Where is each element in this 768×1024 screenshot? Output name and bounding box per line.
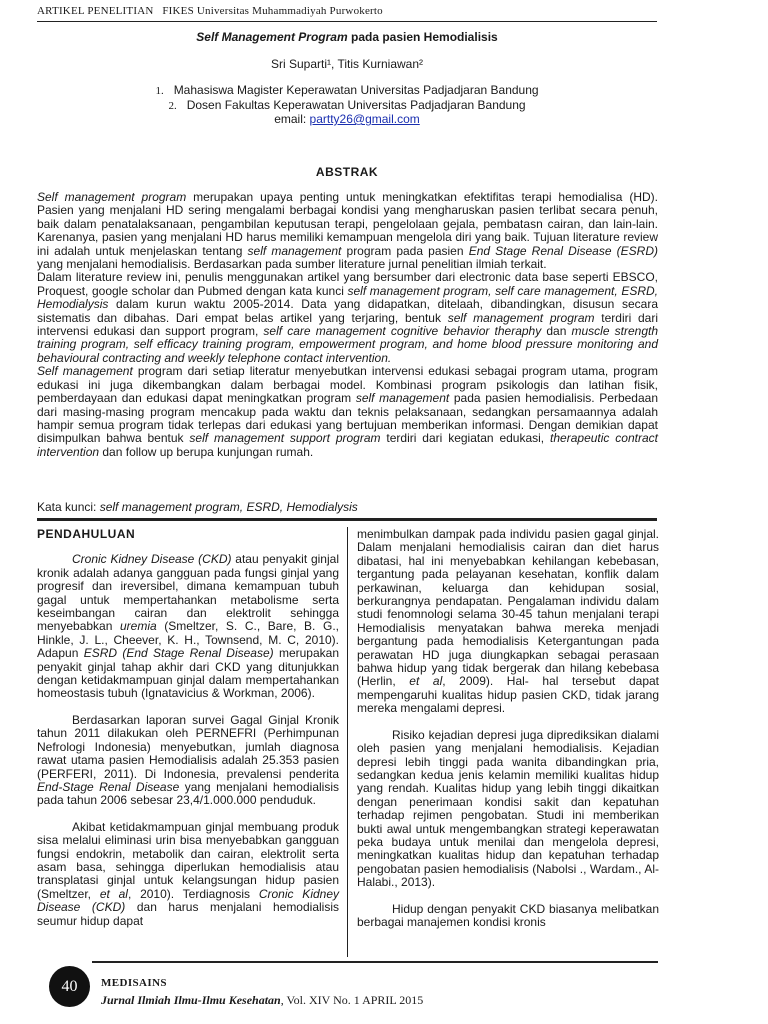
- affiliation-text: Mahasiswa Magister Keperawatan Universitas Padjadjaran Bandung: [173, 83, 539, 97]
- journal-subtitle: [101, 993, 423, 1008]
- italic-term: self management program, self care management, ESRD, Hemodialysis: [37, 283, 658, 312]
- italic-term: therapeutic contract intervention: [37, 431, 658, 459]
- intro-paragraph-1: [37, 553, 339, 700]
- text-run: program pada pasien: [341, 243, 469, 258]
- italic-term: End-Stage Renal Disease: [37, 779, 180, 794]
- intro-paragraph-4: [357, 528, 659, 716]
- text-run: Berdasarkan laporan survei Gagal Ginjal Kronik tahun 2011 dilakukan oleh PERNEFRI (Perhimpunan Nefrologi Indonesia) menyebutkan, jumlah diagnosa rawat utama pasien Hemodialisis adalah 25.353 pasien (PERFERI, 2011). Di Indonesia, prevalensi penderita: [37, 712, 339, 781]
- italic-term: muscle strength training program, self efficacy training program, empowerment program, and home blood pressure monitoring and behavioural contracting and weekly telephone contact intervention.: [37, 324, 658, 365]
- email-line: [37, 113, 657, 127]
- abstract-body: [37, 191, 658, 459]
- article-title: [37, 30, 657, 44]
- email-label: email:: [274, 112, 310, 126]
- text-run: menimbulkan dampak pada individu pasien gagal ginjal. Dalam menjalani hemodialisis cairan dan diet harus dibatasi, hal ini menyebabkan kehilangan kebebasan, tergantung pada pelayanan kesehatan, konflik dalam perkawinan, keluarga dan kehidupan sosial, berkurangnya pendapatan. Pengalaman individu dalam studi fenomnologi selama 30-45 tahun menjalani terapi Hemodialisis menyatakan bahwa mereka menjadi bergantung pada hemodialisis Ketergantungan pada perawatan HD juga diungkapkan sebagai perasaan bahwa hidup yang tidak bergerak dan hilang kebebasa (Herlin,: [357, 527, 659, 689]
- journal-volume: , Vol. XIV No. 1 APRIL 2015: [280, 993, 424, 1007]
- text-run: , 2010). Terdiagnosis: [127, 886, 259, 901]
- text-run: Hidup dengan penyakit CKD biasanya melibatkan berbagai manajemen kondisi kronis: [357, 901, 659, 929]
- text-run: Akibat ketidakmampuan ginjal membuang produk sisa melalui eliminasi urin bisa menyebabkan gangguan fungsi endokrin, metabolik dan cairan, elektrolit serta asam basa, sehingga diperlukan hemodialisis atau transplatasi ginjal untuk kelangsungan hidup pasien (Smeltzer,: [37, 819, 339, 901]
- keywords-label: Kata kunci:: [37, 500, 100, 514]
- running-header-left: ARTIKEL PENELITIAN: [37, 5, 154, 17]
- italic-term: End Stage Renal Disease (ESRD): [468, 243, 658, 258]
- affiliations: [37, 84, 657, 127]
- italic-term: self management program: [447, 310, 595, 325]
- intro-paragraph-6: [357, 903, 659, 930]
- text-run: yang menjalani hemodialisis pada tahun 2006 sebesar 23,4/1.000.000 penduduk.: [37, 779, 339, 808]
- keywords-line: [37, 500, 358, 514]
- email-link[interactable]: partty26@gmail.com: [309, 112, 420, 126]
- affiliation-2: [37, 99, 657, 114]
- column-divider: [347, 527, 348, 957]
- section-heading-pendahuluan: PENDAHULUAN: [37, 527, 136, 541]
- intro-paragraph-3: [37, 821, 339, 928]
- italic-term: et al: [99, 886, 128, 901]
- journal-subtitle-bold: Jurnal Ilmiah Ilmu-Ilmu Kesehatan: [101, 993, 281, 1007]
- abstract-paragraph-2: [37, 271, 658, 365]
- italic-term: Cronic Kidney Disease (CKD): [72, 552, 232, 567]
- italic-term: ESRD (End Stage Renal Disease): [83, 646, 274, 661]
- abstract-heading: ABSTRAK: [315, 165, 379, 179]
- text-run: merupakan penyakit ginjal tahap akhir dari CKD yang ditunjukkan dengan ketidakmampuan ginjal dalam mempertahankan homeostasis tubuh (Ignatavicius & Workman, 2006).: [37, 646, 339, 701]
- running-header: [37, 5, 383, 17]
- text-run: yang menjalani hemodialisis. Berdasarkan pada sumber literature jurnal penelitian ilmiah terkait.: [37, 257, 547, 272]
- keywords-value: self management program, ESRD, Hemodialysis: [99, 500, 358, 514]
- text-run: dan: [541, 324, 572, 339]
- affiliation-text: Dosen Fakultas Keperawatan Universitas Padjadjaran Bandung: [186, 97, 526, 112]
- italic-term: Self management: [37, 364, 133, 379]
- page-number-badge: 40: [49, 966, 90, 1007]
- italic-term: Self management program: [37, 190, 187, 204]
- article-title-italic: Self Management Program: [196, 30, 348, 44]
- italic-term: self management: [247, 243, 342, 258]
- text-run: pada pasien hemodialisis. Perbedaan dari masing-masing program mencakup pada waktu dan teknis pelaksanaan, sedangkan persamaannya adalah hampir semua program tidak terlepas dari edukasi yang bertujuan memberikan informasi. Dengan demikian dapat disimpulkan bahwa bentuk: [37, 391, 658, 446]
- left-column: [37, 528, 339, 941]
- text-run: merupakan upaya penting untuk meningkatkan efektifitas terapi hemodialisa (HD). Pasien yang menjalani HD sering mengalami berbagai kondisi yang mengharuskan pasien terlibat secara penuh, baik dalam penatalaksanaan, pengambilan keputusan terapi, pengelolaan gejala, pembatasn cairan, dan lain-lain. Karenanya, pasien yang menjalani HD harus memiliki kemampuan mengelola diri yang baik. Tujuan literature review ini adalah untuk menjelaskan tentang: [37, 190, 659, 258]
- journal-name: MEDISAINS: [101, 977, 167, 989]
- text-run: , 2009). Hal- hal tersebut dapat mempengaruhi kualitas hidup pasien CKD, tidak jarang mereka mengalami depresi.: [357, 674, 659, 716]
- italic-term: self care management cognitive behavior theraphy: [263, 324, 542, 339]
- text-run: dalam kurun waktu 2005-2014. Data yang didapatkan, ditelaah, dibandingkan, disusun secara sistematis dan dibahas. Dari empat belas artikel yang terjaring, bentuk: [37, 297, 658, 325]
- running-header-right: FIKES Universitas Muhammadiyah Purwokerto: [162, 5, 383, 17]
- text-run: dan follow up berupa kunjungan rumah.: [99, 444, 314, 459]
- intro-paragraph-2: [37, 714, 339, 808]
- text-run: atau penyakit ginjal kronik adalah adanya gangguan pada fungsi ginjal yang progresif dan ireversibel, dimana kemampuan tubuh gagal untuk mempertahankan metabolisme serta keseimbangan cairan dan elektrolit sehingga menyebabkan: [37, 552, 339, 634]
- text-run: terdiri dari intervensi edukasi dan support program,: [37, 310, 658, 339]
- article-title-rest: pada pasien Hemodialisis: [347, 30, 498, 44]
- text-run: dan harus menjalani hemodialisis seumur hidup dapat: [37, 900, 339, 928]
- affiliation-number: 1.: [155, 85, 164, 97]
- abstract-paragraph-1: [37, 191, 658, 271]
- italic-term: self management support program: [189, 431, 381, 446]
- text-run: Dalam literature review ini, penulis menggunakan artikel yang bersumber dari electronic data base seperti EBSCO, Proquest, google scholar dan Pubmed dengan kata kunci: [37, 270, 658, 298]
- italic-term: et al: [409, 674, 443, 689]
- section-rule: [37, 518, 657, 521]
- affiliation-1: [37, 84, 657, 99]
- affiliation-number: 2.: [168, 99, 177, 112]
- abstract-paragraph-3: [37, 365, 658, 459]
- text-run: terdiri dari kegiatan edukasi,: [380, 431, 551, 446]
- right-column: [357, 528, 659, 942]
- intro-paragraph-5: [357, 729, 659, 890]
- text-run: (Smeltzer, S. C., Bare, B. G., Hinkle, J. L., Cheever, K. H., Townsend, M. C, 2010). Adapun: [37, 619, 339, 661]
- author-list: Sri Suparti¹, Titis Kurniawan²: [270, 57, 424, 71]
- header-rule: [37, 21, 657, 22]
- footer-rule: [92, 961, 658, 963]
- italic-term: Cronic Kidney Disease (CKD): [37, 886, 340, 915]
- text-run: program dari setiap literatur menyebutkan intervensi edukasi sebagai program utama, program edukasi ini juga dikembangkan dalam berbagai model. Kombinasi program psikologis dan latihan fisik, pemberdayaan dan edukasi dapat meningkatkan program: [37, 364, 658, 406]
- italic-term: self management: [355, 391, 450, 406]
- italic-term: uremia: [120, 619, 157, 634]
- text-run: Risiko kejadian depresi juga diprediksikan dialami oleh pasien yang menjalani hemodialisis. Kejadian depresi lebih tinggi pada wanita dibandingkan pria, sedangkan kedua jenis kelamin memiliki kualitas hidup yang rendah. Kualitas hidup yang lebih tinggi dikaitkan dengan penerimaan kondisi sakit dan kepatuhan terhadap rejimen pengobatan. Studi ini memberikan bukti awal untuk mengembangkan strategi keperawatan peka budaya untuk menilai dan mengelola depresi, meningkatkan kualitas hidup dan kepatuhan terhadap pengobatan pasien hemodialisis (Nabolsi ., Wardam., Al-Halabi., 2013).: [357, 727, 659, 890]
